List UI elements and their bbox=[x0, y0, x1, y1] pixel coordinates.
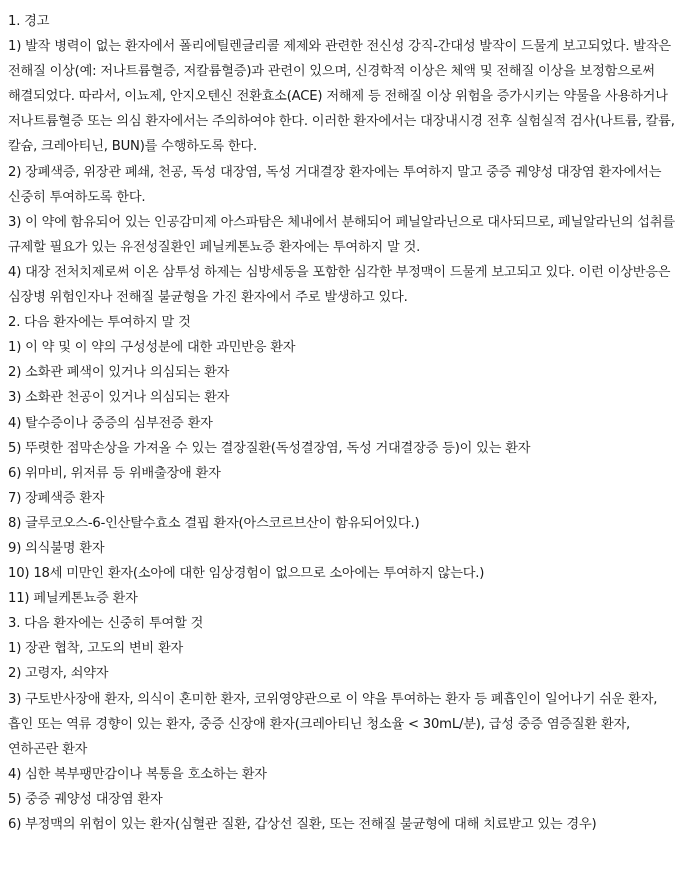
contraindication-item-1: 1) 이 약 및 이 약의 구성성분에 대한 과민반응 환자 bbox=[8, 340, 296, 356]
warning-item-3: 3) 이 약에 함유되어 있는 인공감미제 아스파탐은 체내에서 분해되어 페닐알라닌으로 대사되므로, 페닐알라닌의 섭취를 규제할 필요가 있는 유전성질환인 페닐케톤뇨증 환자에는 투여하지 말 것. bbox=[8, 214, 679, 255]
contraindication-item-11: 11) 페닐케톤뇨증 환자 bbox=[8, 591, 138, 607]
contraindication-item-10: 10) 18세 미만인 환자(소아에 대한 임상경험이 없으므로 소아에는 투여하지 않는다.) bbox=[8, 566, 485, 582]
section-heading-warning: 1. 경고 bbox=[8, 14, 50, 29]
contraindication-item-2: 2) 소화관 폐색이 있거나 의심되는 환자 bbox=[8, 365, 230, 381]
contraindication-item-9: 9) 의식불명 환자 bbox=[8, 540, 105, 556]
caution-item-1: 1) 장관 협착, 고도의 변비 환자 bbox=[8, 641, 184, 657]
contraindication-item-8: 8) 글루코오스-6-인산탈수효소 결핍 환자(아스코르브산이 함유되어있다.) bbox=[8, 515, 420, 531]
section-heading-caution: 3. 다음 환자에는 신중히 투여할 것 bbox=[8, 616, 204, 632]
warning-item-2: 2) 장폐색증, 위장관 폐쇄, 천공, 독성 대장염, 독성 거대결장 환자에는 투여하지 말고 중증 궤양성 대장염 환자에서는 신중히 투여하도록 한다. bbox=[8, 164, 666, 205]
contraindication-item-7: 7) 장폐색증 환자 bbox=[8, 490, 105, 506]
warning-item-4: 4) 대장 전처치제로써 이온 삼투성 하제는 심방세동을 포함한 심각한 부정맥이 드물게 보고되고 있다. 이런 이상반응은 심장병 위험인자나 전해질 불균형을 가진 환자에서 주로 발생하고 있다. bbox=[8, 264, 675, 306]
section-heading-contraindications: 2. 다음 환자에는 투여하지 말 것 bbox=[8, 315, 191, 331]
caution-item-5: 5) 중증 궤양성 대장염 환자 bbox=[8, 791, 163, 807]
contraindication-item-3: 3) 소화관 천공이 있거나 의심되는 환자 bbox=[8, 390, 230, 406]
contraindication-item-6: 6) 위마비, 위저류 등 위배출장애 환자 bbox=[8, 465, 221, 481]
contraindication-item-5: 5) 뚜렷한 점막손상을 가져올 수 있는 결장질환(독성결장염, 독성 거대결장증 등)이 있는 환자 bbox=[8, 440, 531, 456]
caution-item-2: 2) 고령자, 쇠약자 bbox=[8, 666, 109, 682]
caution-item-3: 3) 구토반사장애 환자, 의식이 혼미한 환자, 코위영양관으로 이 약을 투여하는 환자 등 폐흡인이 일어나기 쉬운 환자, 흡인 또는 역류 경향이 있는 환자, 중증 신장애 환자(크레아티닌 청소율 < 30mL/분), 급성 중증 염증질환 환자, 연하곤란 환자 bbox=[8, 691, 662, 757]
warning-item-1: 1) 발작 병력이 없는 환자에서 폴리에틸렌글리콜 제제와 관련한 전신성 강직-간대성 발작이 드물게 보고되었다. 발작은 전해질 이상(예: 저나트륨혈증, 저칼륨혈증)과 관련이 있으며, 신경학적 이상은 체액 및 전해질 이상을 보정함으로써 해결되었다. 따라서, 이뇨제, 안지오텐신 전환효소(ACE) 저해제 등 전해질 이상 위험을 증가시키는 약물을 사용하거나 저나트륨혈증 또는 의심 환자에서는 주의하여야 한다. 이러한 환자에서는 대장내시경 전후 실험실적 검사(나트륨, 칼륨, 칼슘, 크레아티닌, BUN)를 수행하도록 한다. bbox=[8, 39, 679, 155]
caution-item-6: 6) 부정맥의 위험이 있는 환자(심혈관 질환, 갑상선 질환, 또는 전해질 불균형에 대해 치료받고 있는 경우) bbox=[8, 817, 597, 832]
contraindication-item-4: 4) 탈수증이나 중증의 심부전증 환자 bbox=[8, 415, 213, 431]
caution-item-4: 4) 심한 복부팽만감이나 복통을 호소하는 환자 bbox=[8, 766, 267, 782]
